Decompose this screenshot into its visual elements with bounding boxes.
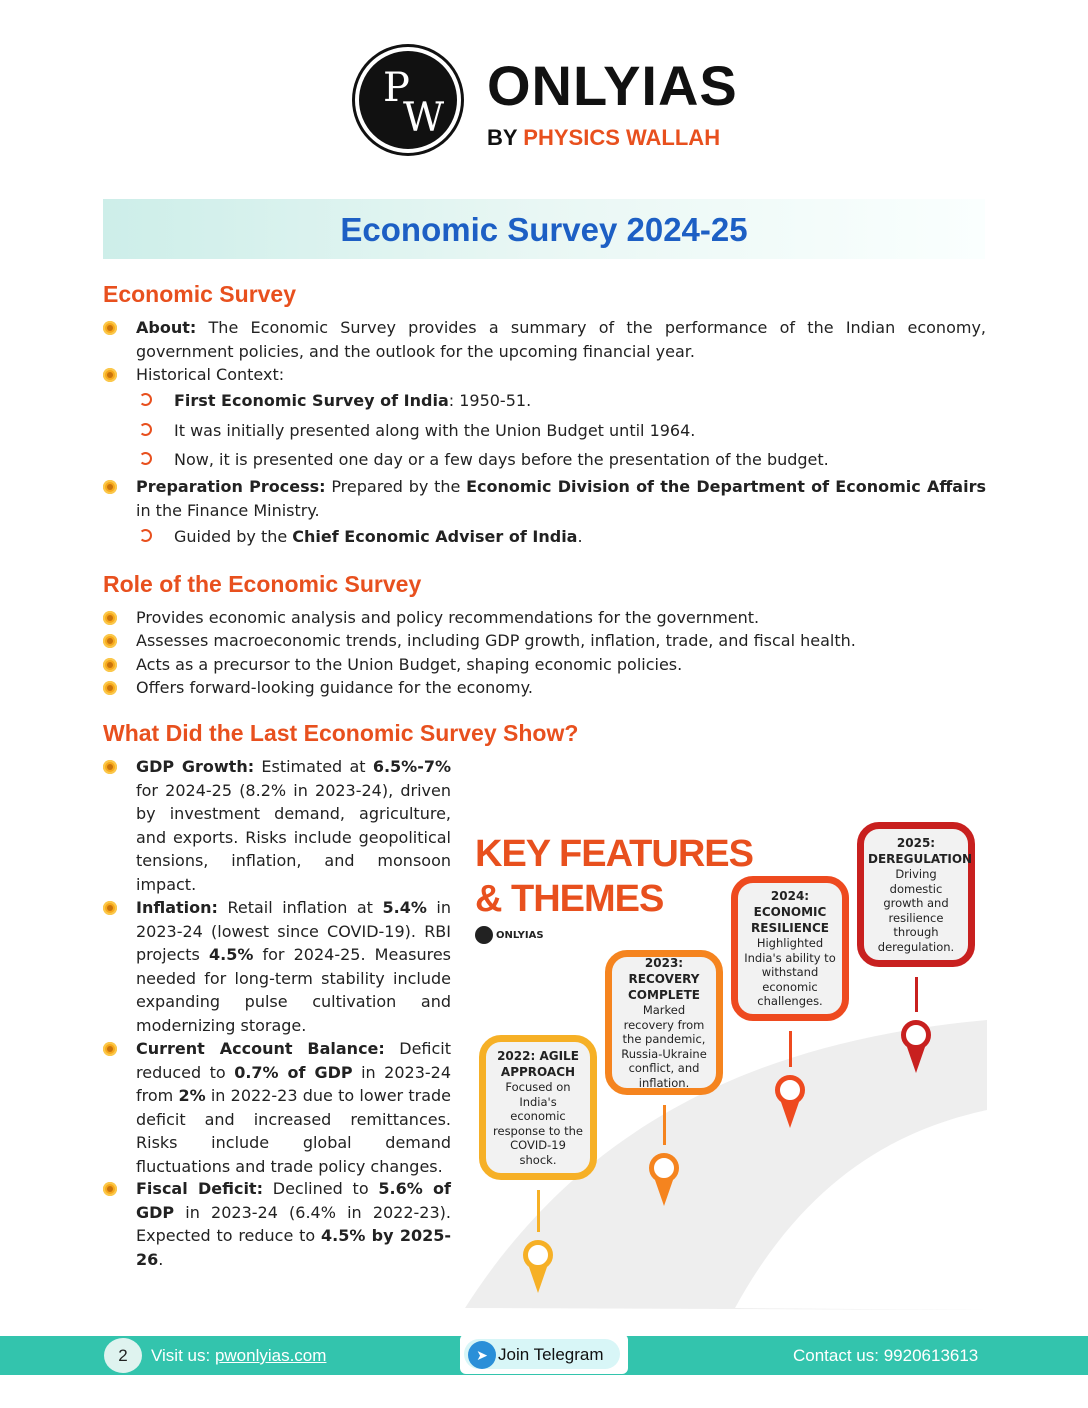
- section-heading-economic-survey: Economic Survey: [103, 281, 297, 307]
- bullet-icon: [103, 1042, 117, 1056]
- about-text: About: The Economic Survey provides a summary of the performance of the Indian economy, government policies, and the outlook for the upcoming financial year.: [136, 318, 986, 361]
- card-text: Highlighted India's ability to withstand economic challenges.: [744, 936, 836, 1009]
- infographic-title: KEY FEATURES & THEMES: [475, 833, 753, 920]
- card-title: 2022: AGILE APPROACH: [497, 1049, 579, 1079]
- telegram-label: Join Telegram: [498, 1345, 604, 1364]
- hist-item: It was initially presented along with the Union Budget until 1964.: [174, 421, 696, 440]
- preparation-text: Preparation Process: Prepared by the Economic Division of the Department of Economic Affairs in the Finance Ministry.: [136, 477, 987, 520]
- section-heading-role: Role of the Economic Survey: [103, 571, 422, 597]
- timeline-card: [479, 1035, 597, 1180]
- guided-text: Guided by the Chief Economic Adviser of India.: [174, 527, 583, 546]
- visit-us: Visit us: pwonlyias.com: [151, 1346, 327, 1365]
- page-title: Economic Survey 2024-25: [103, 199, 985, 259]
- map-pin-tip: [907, 1047, 925, 1073]
- mini-logo: ONLYIAS: [475, 926, 544, 944]
- section-heading-last-survey: What Did the Last Economic Survey Show?: [103, 720, 579, 746]
- role-item: Provides economic analysis and policy recommendations for the government.: [136, 608, 760, 627]
- inflation: Inflation: Retail inflation at 5.4% in 2023-24 (lowest since COVID-19). RBI projects 4.5% for 2024-25. Measures needed for long-term stability include expanding pulse cultivation and modernizing storage.: [136, 898, 452, 1035]
- map-pin-tip: [529, 1267, 547, 1293]
- card-text: Driving domestic growth and resilience through deregulation.: [877, 867, 955, 954]
- bullet-icon: [103, 760, 117, 774]
- bullet-icon: [103, 658, 117, 672]
- role-item: Acts as a precursor to the Union Budget, shaping economic policies.: [136, 655, 683, 674]
- bullet-icon: [103, 611, 117, 625]
- map-pin-icon: [901, 1020, 931, 1050]
- hist-item: Now, it is presented one day or a few days before the presentation of the budget.: [174, 450, 829, 469]
- timeline-stem: [789, 1031, 792, 1067]
- sub-bullet-icon: [139, 393, 152, 406]
- timeline-card: [605, 950, 723, 1095]
- current-account-balance: Current Account Balance: Deficit reduced to 0.7% of GDP in 2023-24 from 2% in 2022-23 due to lower trade deficit and increased remittances. Risks include global demand fluctuations and trade policy changes.: [136, 1039, 452, 1176]
- hist-item: First Economic Survey of India: 1950-51.: [174, 391, 532, 410]
- bullet-icon: [103, 901, 117, 915]
- card-text: Marked recovery from the pandemic, Russia-Ukraine conflict, and inflation.: [621, 1003, 707, 1090]
- card-title: 2025: DEREGULATION: [868, 836, 973, 866]
- bullet-icon: [103, 681, 117, 695]
- page-number: 2: [104, 1338, 142, 1373]
- bullet-icon: [103, 480, 117, 494]
- map-pin-icon: [649, 1153, 679, 1183]
- bullet-icon: [103, 321, 117, 335]
- sub-bullet-icon: [139, 423, 152, 436]
- key-features-infographic: [465, 820, 987, 1310]
- timeline-stem: [663, 1105, 666, 1145]
- map-pin-icon: [523, 1240, 553, 1270]
- map-pin-tip: [781, 1102, 799, 1128]
- card-text: Focused on India's economic response to the COVID-19 shock.: [493, 1080, 583, 1167]
- pw-emblem: P W: [355, 47, 461, 153]
- map-pin-icon: [775, 1075, 805, 1105]
- historical-context: Historical Context:: [136, 365, 285, 384]
- bullet-icon: [103, 368, 117, 382]
- card-title: 2024: ECONOMIC RESILIENCE: [751, 889, 829, 936]
- gdp-growth: GDP Growth: Estimated at 6.5%-7% for 2024-25 (8.2% in 2023-24), driven by investment demand, agriculture, and exports. Risks include geopolitical tensions, inflation, and monsoon impact.: [136, 757, 451, 894]
- brand-subtitle: BY PHYSICS WALLAH: [487, 125, 721, 150]
- role-item: Assesses macroeconomic trends, including GDP growth, inflation, trade, and fiscal health.: [136, 631, 856, 650]
- bullet-icon: [103, 634, 117, 648]
- fiscal-deficit: Fiscal Deficit: Declined to 5.6% of GDP in 2023-24 (6.4% in 2022-23). Expected to reduce to 4.5% by 2025-26.: [136, 1179, 452, 1269]
- footer-bar: [0, 1336, 1088, 1375]
- sub-bullet-icon: [139, 452, 152, 465]
- role-item: Offers forward-looking guidance for the economy.: [136, 678, 533, 697]
- timeline-stem: [915, 977, 918, 1012]
- timeline-stem: [537, 1190, 540, 1232]
- sub-bullet-icon: [139, 529, 152, 542]
- map-pin-tip: [655, 1180, 673, 1206]
- website-link[interactable]: pwonlyias.com: [214, 1346, 327, 1365]
- join-telegram-button[interactable]: [460, 1334, 628, 1374]
- card-title: 2023: RECOVERY COMPLETE: [628, 956, 700, 1002]
- timeline-card: [731, 876, 849, 1021]
- timeline-card: [857, 822, 975, 967]
- telegram-icon: ➤: [468, 1341, 496, 1369]
- bullet-icon: [103, 1182, 117, 1196]
- contact: Contact us: 9920613613: [793, 1346, 979, 1365]
- onlyias-logo: [355, 45, 738, 160]
- brand-name: ONLYIAS: [487, 54, 738, 117]
